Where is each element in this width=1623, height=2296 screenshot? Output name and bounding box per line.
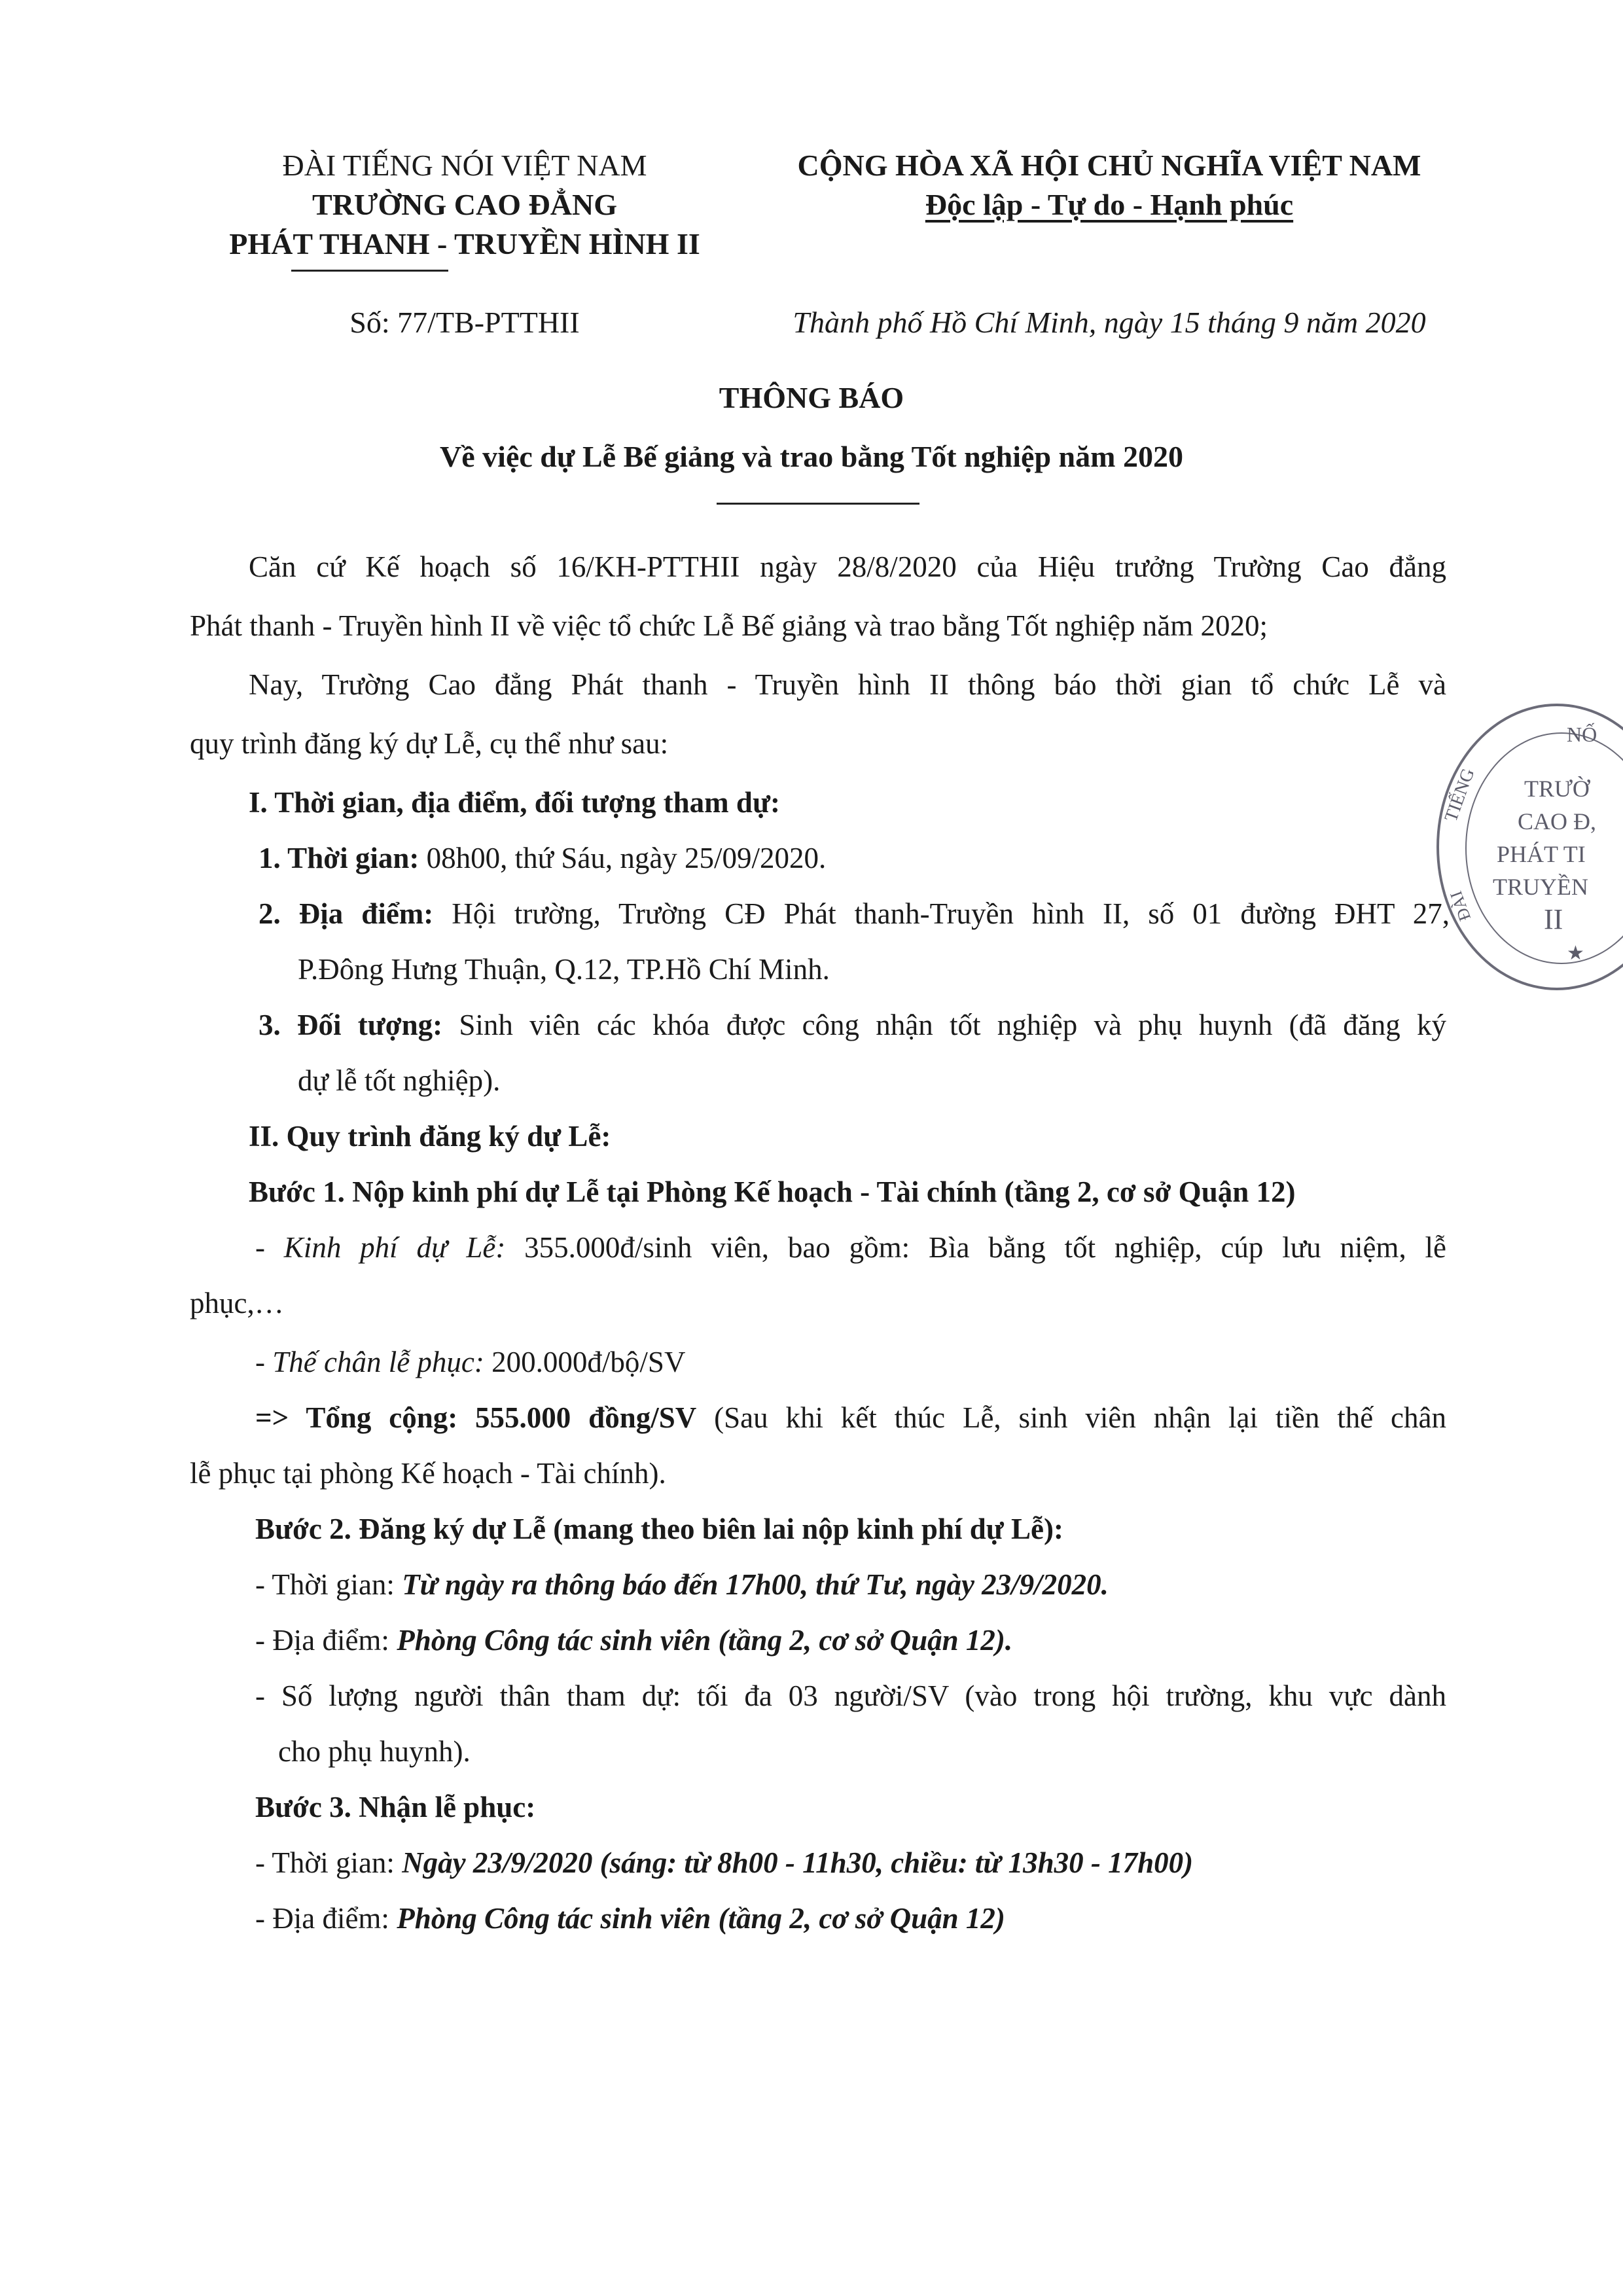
step2-people-line2: cho phụ huynh). xyxy=(278,1735,471,1768)
step2-time-value: Từ ngày ra thông báo đến 17h00, thứ Tư, ngày 23/9/2020. xyxy=(402,1568,1109,1601)
item1-text: 08h00, thứ Sáu, ngày 25/09/2020. xyxy=(419,842,827,874)
title-rule xyxy=(717,503,919,505)
national-motto: Độc lập - Tự do - Hạnh phúc xyxy=(925,188,1294,221)
total-text: (Sau khi kết thúc Lễ, sinh viên nhận lại tiền thế chân xyxy=(696,1401,1446,1434)
section1-item3 xyxy=(259,1008,1446,1042)
stamp-text-arc-left: TIẾNG xyxy=(1440,766,1479,825)
stamp-text-4: TRUYỀN xyxy=(1493,874,1588,900)
step2-time-label: - Thời gian: xyxy=(255,1568,402,1601)
stamp-text-5: II xyxy=(1544,903,1563,935)
step2-time xyxy=(255,1568,1109,1602)
deposit-text: 200.000đ/bộ/SV xyxy=(484,1346,686,1378)
step3-place-label: - Địa điểm: xyxy=(255,1902,397,1935)
step3-time xyxy=(255,1846,1193,1880)
total-line xyxy=(255,1401,1446,1435)
total-arrow: => xyxy=(255,1401,306,1434)
step3-heading: Bước 3. Nhận lễ phục: xyxy=(255,1791,536,1823)
item2-text: Hội trường, Trường CĐ Phát thanh-Truyền hình II, số 01 đường ĐHT 27, xyxy=(433,897,1450,930)
school-name-line2: PHÁT THANH - TRUYỀN HÌNH II xyxy=(229,227,700,260)
notice-subject: Về việc dự Lễ Bế giảng và trao bằng Tốt nghiệp năm 2020 xyxy=(440,440,1183,473)
total-line2: lễ phục tại phòng Kế hoạch - Tài chính). xyxy=(190,1457,666,1490)
stamp-text-3: PHÁT TI xyxy=(1497,841,1586,867)
fee-label: - Kinh phí dự Lễ: xyxy=(255,1231,506,1264)
section1-item1 xyxy=(259,841,826,875)
stamp-text-arc-bottom: ĐÀI xyxy=(1446,888,1475,924)
section1-item2-line2: P.Đông Hưng Thuận, Q.12, TP.Hồ Chí Minh. xyxy=(298,953,830,986)
item2-label: 2. Địa điểm: xyxy=(259,897,434,930)
step2-place-value: Phòng Công tác sinh viên (tầng 2, cơ sở Quận 12). xyxy=(397,1624,1013,1657)
stamp-star-icon: ★ xyxy=(1567,942,1584,964)
document-number: Số: 77/TB-PTTHII xyxy=(349,306,580,339)
deposit-line xyxy=(255,1345,685,1379)
step2-place-label: - Địa điểm: xyxy=(255,1624,397,1657)
step2-people: - Số lượng người thân tham dự: tối đa 03 người/SV (vào trong hội trường, khu vực dành xyxy=(255,1679,1446,1712)
fee-line2: phục,… xyxy=(190,1287,284,1319)
item1-label: 1. Thời gian: xyxy=(259,842,419,874)
notice-title: THÔNG BÁO xyxy=(719,381,904,414)
school-name-line1: TRƯỜNG CAO ĐẲNG xyxy=(312,188,617,221)
step3-place xyxy=(255,1901,1005,1935)
section1-item3-line2: dự lễ tốt nghiệp). xyxy=(298,1064,501,1097)
stamp-text-1: TRƯỜ xyxy=(1524,776,1590,802)
stamp-text-2: CAO Đ, xyxy=(1518,808,1597,834)
step3-time-value: Ngày 23/9/2020 (sáng: từ 8h00 - 11h30, chiều: từ 13h30 - 17h00) xyxy=(402,1846,1194,1879)
total-label: Tổng cộng: 555.000 đồng/SV xyxy=(306,1401,697,1434)
step3-place-value: Phòng Công tác sinh viên (tầng 2, cơ sở Quận 12) xyxy=(397,1902,1005,1935)
place-and-date: Thành phố Hồ Chí Minh, ngày 15 tháng 9 năm 2020 xyxy=(793,306,1426,339)
header-left-rule xyxy=(291,270,448,272)
stamp-text-top: NỐ xyxy=(1567,723,1597,746)
fee-text: 355.000đ/sinh viên, bao gồm: Bìa bằng tốt nghiệp, cúp lưu niệm, lễ xyxy=(505,1231,1446,1264)
official-stamp xyxy=(1436,704,1623,990)
section1-heading: I. Thời gian, địa điểm, đối tượng tham dự: xyxy=(249,786,780,819)
deposit-label: - Thế chân lễ phục: xyxy=(255,1346,484,1378)
section1-item2 xyxy=(259,897,1450,931)
para2-line1: Nay, Trường Cao đẳng Phát thanh - Truyền hình II thông báo thời gian tổ chức Lễ và xyxy=(249,668,1446,701)
step1-heading: Bước 1. Nộp kinh phí dự Lễ tại Phòng Kế hoạch - Tài chính (tầng 2, cơ sở Quận 12) xyxy=(249,1175,1296,1208)
para2-line2: quy trình đăng ký dự Lễ, cụ thể như sau: xyxy=(190,727,669,760)
step3-time-label: - Thời gian: xyxy=(255,1846,402,1879)
step2-heading: Bước 2. Đăng ký dự Lễ (mang theo biên lai nộp kinh phí dự Lễ): xyxy=(255,1513,1063,1545)
para1-line1: Căn cứ Kế hoạch số 16/KH-PTTHII ngày 28/8/2020 của Hiệu trưởng Trường Cao đẳng xyxy=(249,550,1446,583)
section2-heading: II. Quy trình đăng ký dự Lễ: xyxy=(249,1120,611,1153)
item3-label: 3. Đối tượng: xyxy=(259,1009,443,1041)
para1-line2: Phát thanh - Truyền hình II về việc tổ chức Lễ Bế giảng và trao bằng Tốt nghiệp năm 2020; xyxy=(190,609,1268,642)
fee-line xyxy=(255,1230,1446,1265)
agency-name: ĐÀI TIẾNG NÓI VIỆT NAM xyxy=(282,149,647,182)
item3-text: Sinh viên các khóa được công nhận tốt nghiệp và phụ huynh (đã đăng ký xyxy=(442,1009,1447,1041)
national-title: CỘNG HÒA XÃ HỘI CHỦ NGHĨA VIỆT NAM xyxy=(797,149,1421,182)
step2-place xyxy=(255,1623,1012,1657)
